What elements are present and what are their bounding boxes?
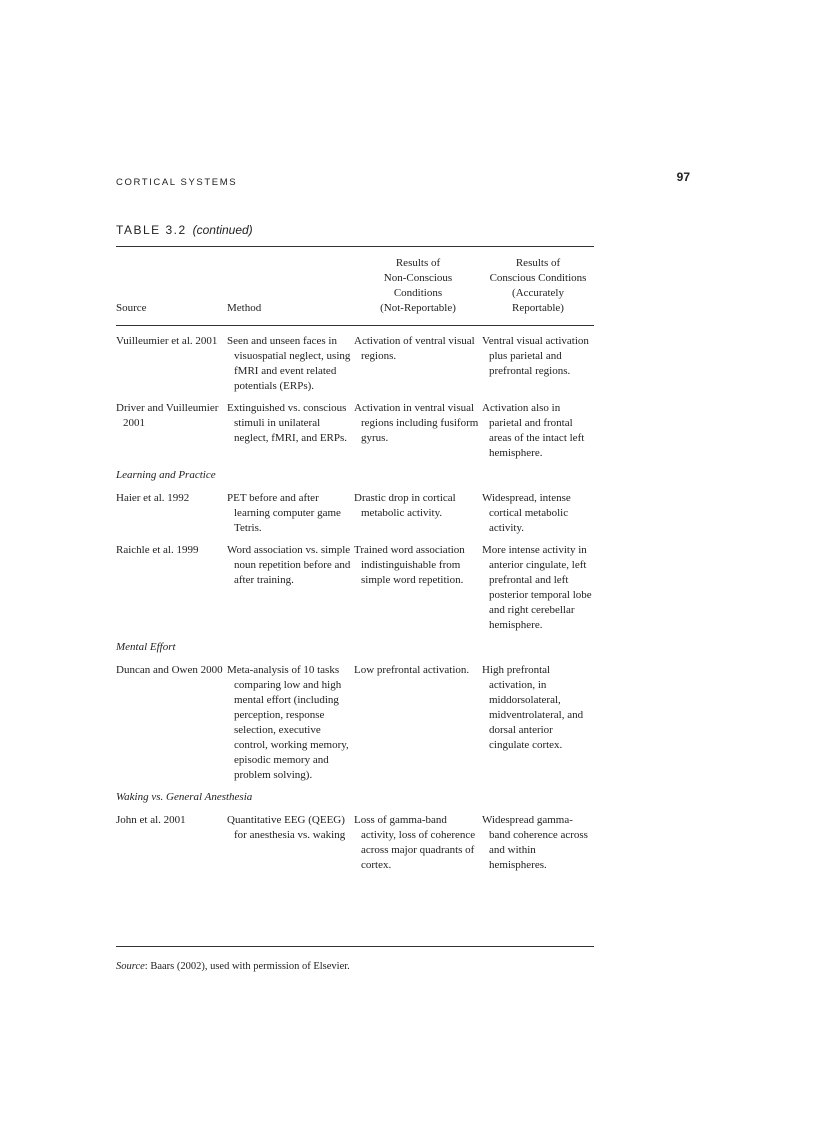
section-heading-row (116, 640, 594, 663)
cell-source: John et al. 2001 (116, 814, 186, 826)
cell-conscious: High prefrontal activation, in middorsolateral, midventrolateral, and dorsal anterior cingulate cortex. (482, 664, 584, 751)
cell-conscious: Widespread gamma-band coherence across and within hemispheres. (482, 814, 588, 871)
header-nonconscious-line: (Not-Reportable) (380, 302, 456, 314)
header-conscious-line: Conscious Conditions (489, 272, 587, 284)
table-row (116, 663, 594, 790)
table-top-rule (116, 246, 594, 247)
footnote-label: Source (116, 961, 145, 972)
cell-source: Haier et al. 1992 (116, 492, 190, 504)
header-nonconscious-line: Results of (395, 257, 441, 269)
cell-method: Seen and unseen faces in visuospatial neglect, using fMRI and event related potentials (ERPs). (227, 335, 351, 392)
header-nonconscious-line: Non-Conscious (383, 272, 453, 284)
cell-method: Meta-analysis of 10 tasks comparing low and high mental effort (including perception, response selection, executive control, working memory, episodic memory and problem solving). (227, 664, 349, 781)
header-nonconscious (354, 256, 482, 316)
cell-nonconscious: Trained word association indistinguishable from simple word repetition. (354, 544, 465, 586)
cell-nonconscious: Activation of ventral visual regions. (354, 335, 475, 362)
cell-method: Quantitative EEG (QEEG) for anesthesia vs. waking (227, 814, 346, 841)
table-label: TABLE 3.2 (116, 223, 187, 237)
cell-nonconscious: Low prefrontal activation. (354, 664, 470, 676)
table-row (116, 491, 594, 543)
section-heading-row (116, 468, 594, 491)
page-number: 97 (676, 170, 690, 184)
table-row (116, 401, 594, 468)
cell-nonconscious: Loss of gamma-band activity, loss of coherence across major quadrants of cortex. (354, 814, 476, 871)
cell-nonconscious: Activation in ventral visual regions including fusiform gyrus. (354, 402, 479, 444)
table-header-rule (116, 325, 594, 326)
table-caption (116, 223, 253, 237)
header-conscious (482, 256, 594, 316)
header-nonconscious-line: Conditions (393, 287, 443, 299)
section-heading: Mental Effort (116, 641, 176, 653)
header-conscious-line: Results of (515, 257, 561, 269)
cell-nonconscious: Drastic drop in cortical metabolic activity. (354, 492, 456, 519)
table-row (116, 543, 594, 640)
header-conscious-line: Reportable) (512, 302, 564, 314)
cell-source: Vuilleumier et al. 2001 (116, 335, 218, 347)
cell-source: Driver and Vuilleumier 2001 (116, 402, 219, 429)
table-bottom-rule (116, 946, 594, 947)
cell-method: PET before and after learning computer game Tetris. (227, 492, 341, 534)
table-row (116, 813, 594, 873)
header-source: Source (116, 302, 147, 314)
cell-source: Duncan and Owen 2000 (116, 664, 223, 676)
table-continued: (continued) (192, 223, 253, 237)
cell-conscious: Widespread, intense cortical metabolic activity. (482, 492, 571, 534)
running-head (116, 172, 690, 190)
table-source-note (116, 961, 350, 972)
cell-source: Raichle et al. 1999 (116, 544, 199, 556)
table-body (116, 334, 594, 873)
section-heading: Waking vs. General Anesthesia (116, 791, 253, 803)
section-heading: Learning and Practice (116, 469, 216, 481)
cell-conscious: More intense activity in anterior cingulate, left prefrontal and left posterior temporal lobe and right cerebellar hemisphere. (482, 544, 592, 631)
header-method: Method (227, 302, 262, 314)
cell-conscious: Ventral visual activation plus parietal and prefrontal regions. (482, 335, 589, 377)
table-header (116, 256, 594, 316)
footnote-text: : Baars (2002), used with permission of Elsevier. (144, 961, 350, 972)
running-title: CORTICAL SYSTEMS (116, 177, 238, 188)
cell-method: Word association vs. simple noun repetition before and after training. (227, 544, 351, 586)
cell-method: Extinguished vs. conscious stimuli in unilateral neglect, fMRI, and ERPs. (227, 402, 348, 444)
table-row (116, 334, 594, 401)
section-heading-row (116, 790, 594, 813)
header-conscious-line: (Accurately (512, 287, 564, 299)
cell-conscious: Activation also in parietal and frontal areas of the intact left hemisphere. (482, 402, 585, 459)
